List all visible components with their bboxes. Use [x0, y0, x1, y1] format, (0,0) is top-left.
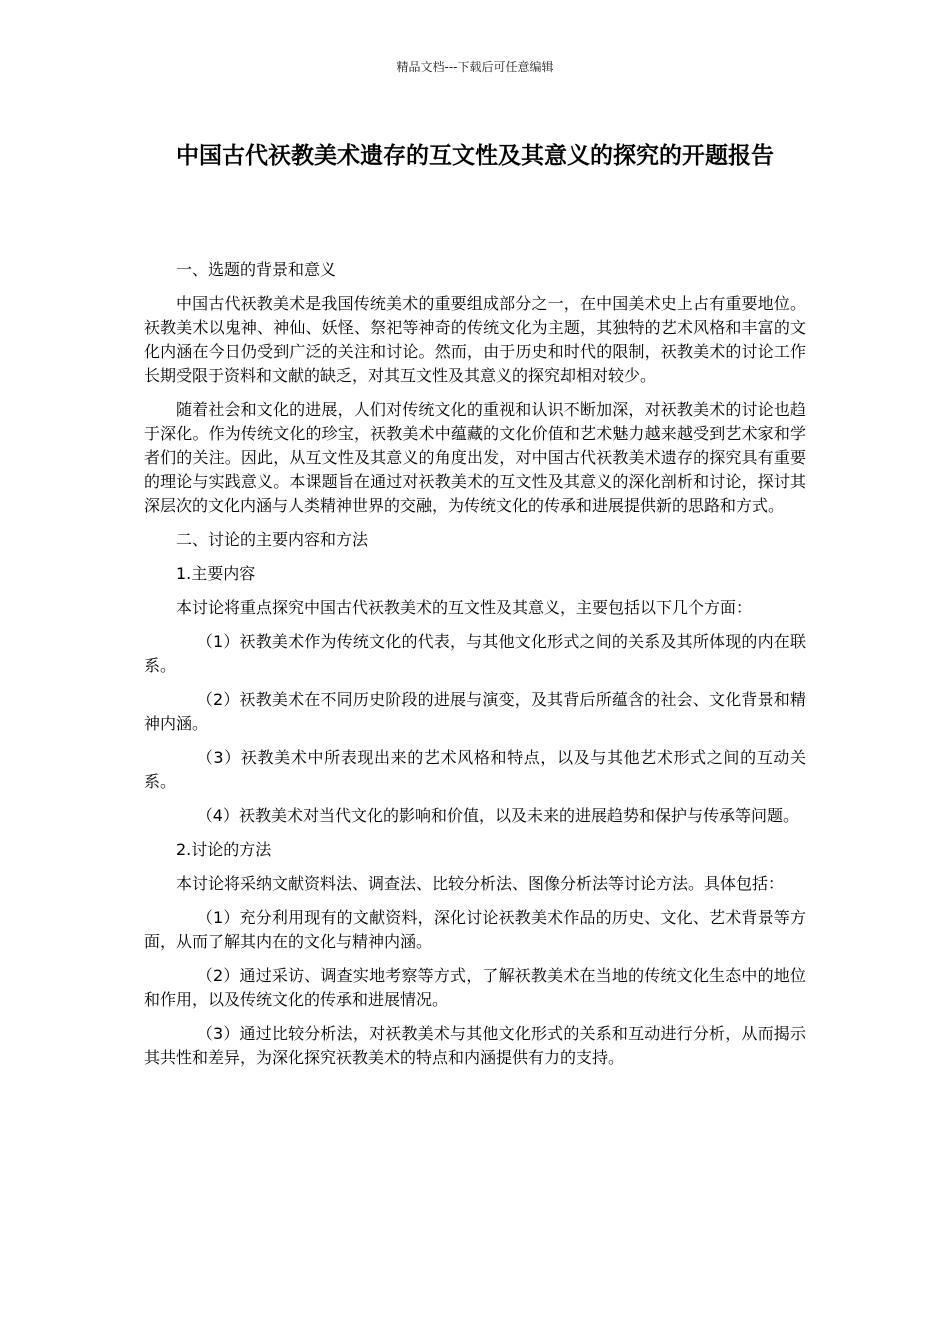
- list-item: （1）祆教美术作为传统文化的代表，与其他文化形式之间的关系及其所体现的内在联系。: [144, 632, 806, 675]
- section-heading-background: 一、选题的背景和意义: [176, 260, 337, 279]
- list-item: （2）祆教美术在不同历史阶段的进展与演变，及其背后所蕴含的社会、文化背景和精神内涵。: [144, 690, 806, 733]
- list-item: （4）祆教美术对当代文化的影响和价值，以及未来的进展趋势和保护与传承等问题。: [196, 806, 799, 825]
- paragraph: 随着社会和文化的进展，人们对传统文化的重视和认识不断加深，对祆教美术的讨论也趋于深化。作为传统文化的珍宝，祆教美术中蕴藏的文化价值和艺术魅力越来越受到艺术家和学者们的关注。因此，从互文性及其意义的角度出发，对中国古代祆教美术遗存的探究具有重要的理论与实践意义。本课题旨在通过对祆教美术的互文性及其意义的深化剖析和讨论，探讨其深层次的文化内涵与人类精神世界的交融，为传统文化的传承和进展提供新的思路和方式。: [144, 400, 806, 515]
- document-body: [144, 258, 806, 1080]
- subheading-methods: 2.讨论的方法: [176, 840, 272, 859]
- list-item: （3）通过比较分析法，对祆教美术与其他文化形式的关系和互动进行分析，从而揭示其共性和差异，为深化探究祆教美术的特点和内涵提供有力的支持。: [144, 1024, 806, 1067]
- section-heading-content-methods: 二、讨论的主要内容和方法: [176, 530, 369, 549]
- list-item: （3）祆教美术中所表现出来的艺术风格和特点，以及与其他艺术形式之间的互动关系。: [144, 748, 806, 791]
- subheading-main-content: 1.主要内容: [176, 564, 256, 583]
- page-header: 精品文档---下载后可任意编辑: [396, 60, 554, 74]
- paragraph: 中国古代祆教美术是我国传统美术的重要组成部分之一，在中国美术史上占有重要地位。祆教美术以鬼神、神仙、妖怪、祭祀等神奇的传统文化为主题，其独特的艺术风格和丰富的文化内涵在今日仍受到广泛的关注和讨论。然而，由于历史和时代的限制，祆教美术的讨论工作长期受限于资料和文献的缺乏，对其互文性及其意义的探究却相对较少。: [144, 294, 806, 385]
- paragraph: 本讨论将重点探究中国古代祆教美术的互文性及其意义，主要包括以下几个方面：: [176, 598, 753, 617]
- document-title: 中国古代祆教美术遗存的互文性及其意义的探究的开题报告: [176, 143, 774, 169]
- paragraph: 本讨论将采纳文献资料法、调查法、比较分析法、图像分析法等讨论方法。具体包括：: [176, 874, 785, 893]
- list-item: （2）通过采访、调查实地考察等方式，了解祆教美术在当地的传统文化生态中的地位和作用，以及传统文化的传承和进展情况。: [144, 966, 806, 1009]
- list-item: （1）充分利用现有的文献资料，深化讨论祆教美术作品的历史、文化、艺术背景等方面，从而了解其内在的文化与精神内涵。: [144, 908, 806, 951]
